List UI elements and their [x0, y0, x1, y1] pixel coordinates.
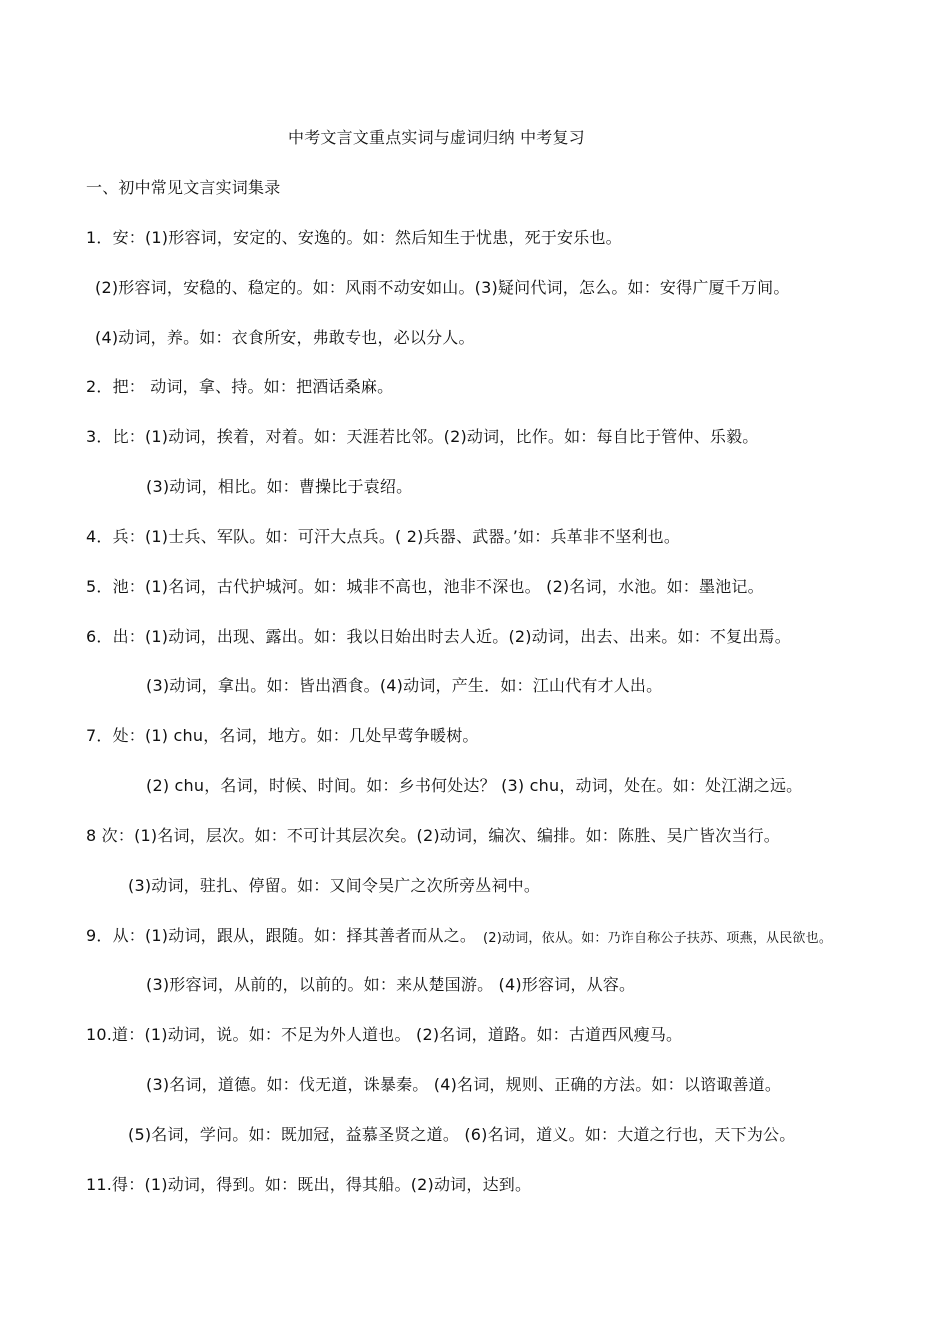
entry-line-20: 11.得：(1)动词，得到。如：既出，得其船。(2)动词，达到。: [86, 1175, 532, 1194]
entry-line-9: 6．出：(1)动词，出现、露出。如：我以日始出时去人近。(2)动词，出去、出来。如：不复出焉。: [86, 627, 791, 646]
entry-line-7: 4．兵：(1)士兵、军队。如：可汗大点兵。( 2)兵器、武器。’如：兵革非不坚利也。: [86, 527, 681, 546]
entry-line-15-continuation: (2)动词，依从。如：乃诈自称公子扶苏、项燕，从民欲也。: [483, 931, 833, 946]
entry-line-1: 1．安：(1)形容词，安定的、安逸的。如：然后知生于忧患，死于安乐也。: [86, 228, 622, 247]
entry-line-12: (2) chu，名词，时候、时间。如：乡书何处达？ (3) chu，动词，处在。如：处江湖之远。: [146, 776, 803, 795]
section-heading: 一、初中常见文言实词集录: [86, 178, 281, 197]
entry-line-19: (5)名词，学问。如：既加冠，益慕圣贤之道。 (6)名词，道义。如：大道之行也，天下为公。: [128, 1125, 796, 1144]
entry-line-6: (3)动词，相比。如：曹操比于袁绍。: [146, 477, 413, 496]
entry-line-15: 9．从：(1)动词，跟从，跟随。如：择其善者而从之。: [86, 926, 477, 945]
entry-line-17: 10.道：(1)动词，说。如：不足为外人道也。 (2)名词，道路。如：古道西风瘦马。: [86, 1025, 683, 1044]
document-title: 中考文言文重点实词与虚词归纳 中考复习: [288, 128, 585, 147]
entry-line-11: 7．处：(1) chu，名词，地方。如：几处早莺争暖树。: [86, 726, 479, 745]
entry-line-3: (4)动词，养。如：衣食所安，弗敢专也，必以分人。: [95, 328, 475, 347]
entry-line-8: 5．池：(1)名词，古代护城河。如：城非不高也，池非不深也。 (2)名词，水池。如：墨池记。: [86, 577, 764, 596]
entry-line-18: (3)名词，道德。如：伐无道，诛暴秦。 (4)名词，规则、正确的方法。如：以谘诹善道。: [146, 1075, 782, 1094]
entry-line-16: (3)形容词，从前的，以前的。如：来从楚国游。 (4)形容词，从容。: [146, 975, 636, 994]
entry-line-4: 2．把： 动词，拿、持。如：把酒话桑麻。: [86, 377, 394, 396]
entry-line-10: (3)动词，拿出。如：皆出酒食。(4)动词，产生．如：江山代有才人出。: [146, 676, 663, 695]
entry-line-14: (3)动词，驻扎、停留。如：又间令吴广之次所旁丛祠中。: [128, 876, 541, 895]
entry-line-13: 8 次：(1)名词，层次。如：不可计其层次矣。(2)动词，编次、编排。如：陈胜、吴广皆次当行。: [86, 826, 780, 845]
entry-line-2: (2)形容词，安稳的、稳定的。如：风雨不动安如山。(3)疑问代词，怎么。如：安得广厦千万间。: [95, 278, 790, 297]
entry-line-5: 3．比：(1)动词，挨着，对着。如：天涯若比邻。(2)动词，比作。如：每自比于管仲、乐毅。: [86, 427, 759, 446]
